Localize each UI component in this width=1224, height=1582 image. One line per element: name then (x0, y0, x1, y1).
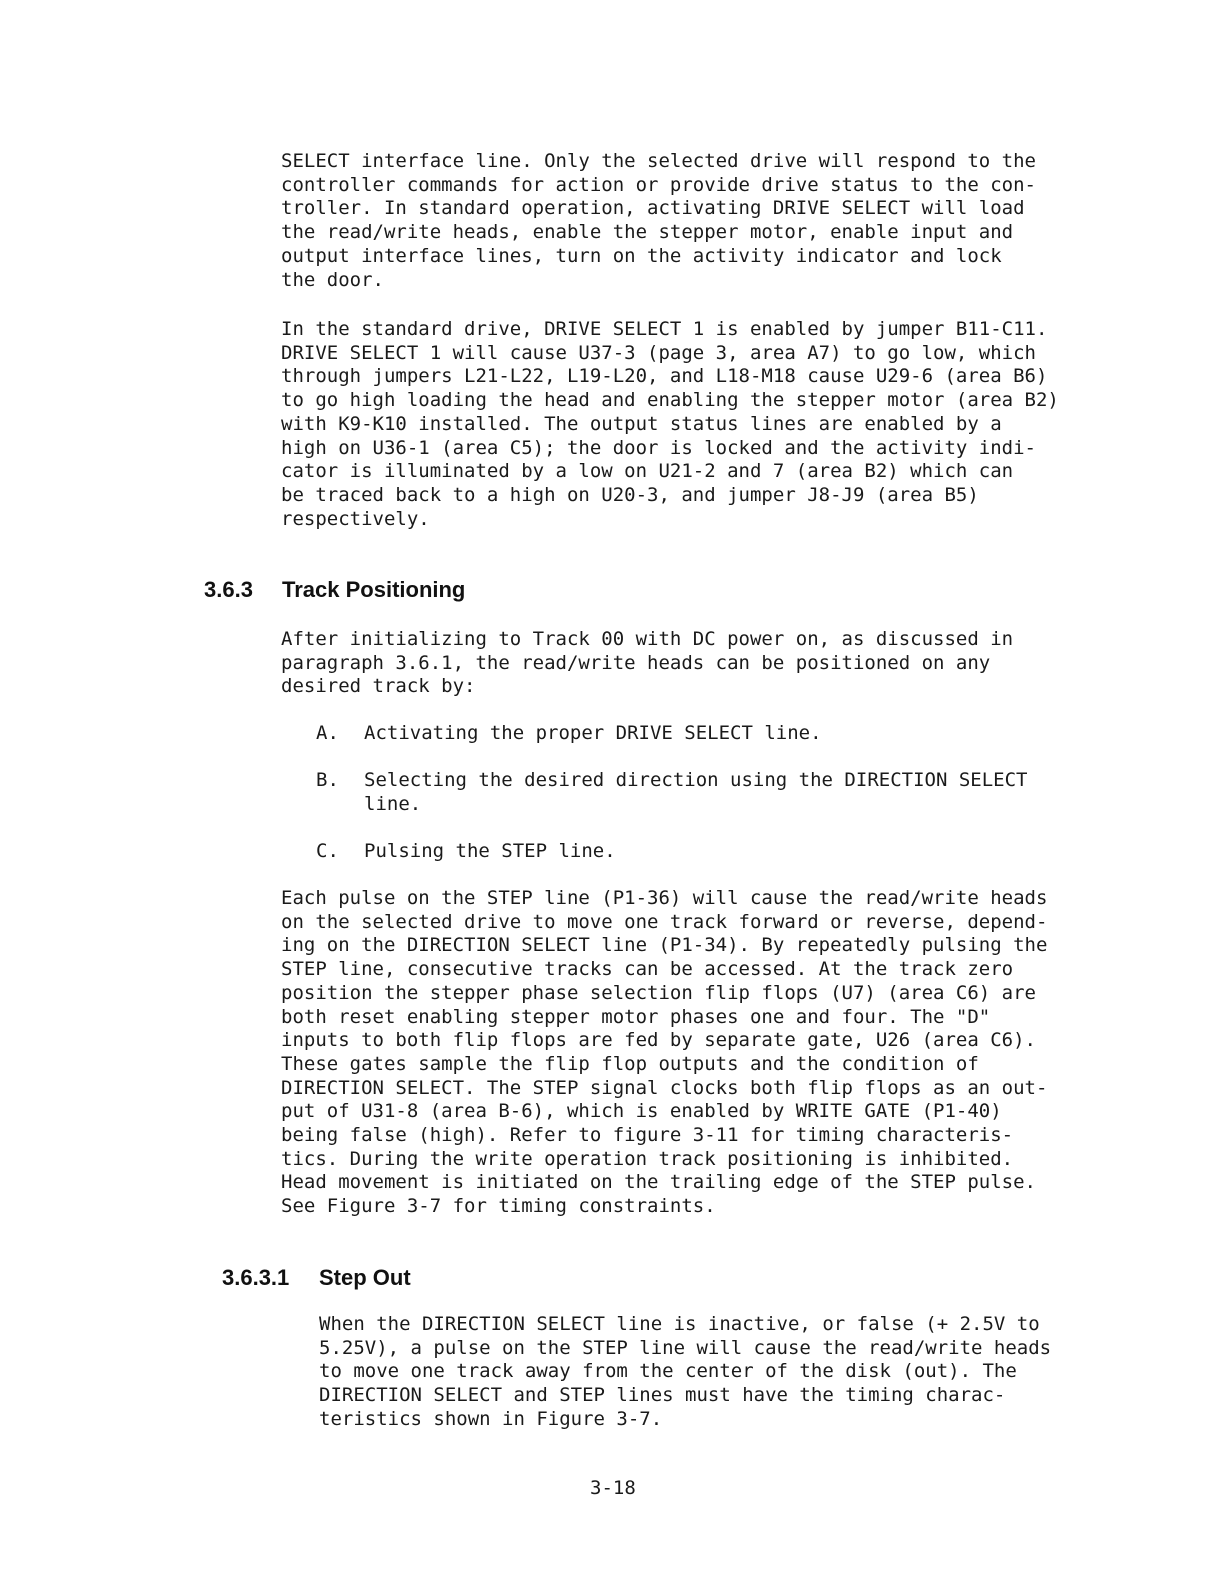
text-line: Activating the proper DRIVE SELECT line. (364, 722, 822, 744)
section-number: 3.6.3.1 (222, 1265, 290, 1290)
text-line: high on U36-1 (area C5); the door is locked and the activity indi- (281, 436, 1036, 459)
text-line: After initializing to Track 00 with DC power on, as discussed in (281, 628, 1014, 650)
text-line: with K9-K10 installed. The output status lines are enabled by a (281, 412, 1002, 435)
text-line: controller commands for action or provide drive status to the con- (281, 173, 1036, 196)
list-item-text (364, 840, 1084, 864)
list-marker: A. (316, 722, 339, 744)
text-line: put of U31-8 (area B-6), which is enabled by WRITE GATE (P1-40) (281, 1100, 1002, 1123)
text-line: both reset enabling stepper motor phases one and four. The "D" (281, 1005, 991, 1028)
text-line: cator is illuminated by a low on U21-2 and 7 (area B2) which can (281, 460, 1014, 483)
text-line: the door. (281, 268, 384, 291)
text-line: In the standard drive, DRIVE SELECT 1 is enabled by jumper B11-C11. (281, 318, 1048, 340)
list-item-b (316, 769, 1084, 817)
text-line: desired track by: (281, 675, 476, 698)
text-line: When the DIRECTION SELECT line is inactive, or false (+ 2.5V to (319, 1313, 1040, 1335)
paragraph-step-pulse (281, 887, 1084, 1219)
text-line: DIRECTION SELECT. The STEP signal clocks both flip flops as an out- (281, 1076, 1048, 1099)
text-line: to move one track away from the center of the disk (out). The (319, 1360, 1017, 1383)
text-line: Head movement is initiated on the trailing edge of the STEP pulse. (281, 1171, 1036, 1194)
section-heading-track-positioning (204, 577, 604, 603)
text-line: See Figure 3-7 for timing constraints. (281, 1195, 716, 1218)
text-line: position the stepper phase selection flip flops (U7) (area C6) are (281, 981, 1036, 1004)
section-title: Track Positioning (282, 577, 466, 602)
paragraph-initializing (281, 628, 1084, 699)
text-line: DRIVE SELECT 1 will cause U37-3 (page 3, area A7) to go low, which (281, 341, 1036, 364)
text-line: 5.25V), a pulse on the STEP line will cause the read/write heads (319, 1336, 1052, 1359)
text-line: inputs to both flip flops are fed by separate gate, U26 (area C6). (281, 1029, 1036, 1052)
text-line: teristics shown in Figure 3-7. (319, 1407, 663, 1430)
text-line: DIRECTION SELECT and STEP lines must have the timing charac- (319, 1384, 1006, 1407)
text-line: SELECT interface line. Only the selected drive will respond to the (281, 150, 1036, 172)
text-line: STEP line, consecutive tracks can be accessed. At the track zero (281, 958, 1014, 981)
list-item-text (364, 769, 1084, 816)
text-line: being false (high). Refer to figure 3-11 for timing characteris- (281, 1124, 1014, 1147)
text-line: be traced back to a high on U20-3, and jumper J8-J9 (area B5) (281, 483, 979, 506)
paragraph-standard-drive (281, 318, 1084, 531)
list-item-c (316, 840, 1084, 864)
text-line: tics. During the write operation track positioning is inhibited. (281, 1147, 1014, 1170)
paragraph-drive-select-intro (281, 150, 1084, 292)
paragraph-step-out (319, 1313, 1086, 1432)
text-line: Each pulse on the STEP line (P1-36) will cause the read/write heads (281, 887, 1048, 909)
text-line: on the selected drive to move one track forward or reverse, depend- (281, 910, 1048, 933)
text-line: paragraph 3.6.1, the read/write heads can be positioned on any (281, 651, 991, 674)
text-line: Pulsing the STEP line. (364, 840, 616, 862)
text-line: to go high loading the head and enabling the stepper motor (area B2) (281, 389, 1059, 412)
text-line: the read/write heads, enable the stepper motor, enable input and (281, 221, 1014, 244)
list-marker: C. (316, 840, 339, 862)
text-line: respectively. (281, 507, 430, 530)
list-marker: B. (316, 769, 339, 791)
section-title: Step Out (319, 1265, 411, 1290)
list-item-a (316, 722, 1084, 746)
text-line: These gates sample the flip flop outputs and the condition of (281, 1052, 979, 1075)
text-line: output interface lines, turn on the activity indicator and lock (281, 244, 1002, 267)
text-line: line. (364, 792, 422, 815)
text-line: ing on the DIRECTION SELECT line (P1-34). By repeatedly pulsing the (281, 934, 1048, 957)
text-line: troller. In standard operation, activating DRIVE SELECT will load (281, 197, 1025, 220)
text-line: Selecting the desired direction using the DIRECTION SELECT (364, 769, 1028, 791)
page-number: 3-18 (590, 1477, 636, 1499)
list-item-text (364, 722, 1084, 746)
section-number: 3.6.3 (204, 577, 253, 602)
text-line: through jumpers L21-L22, L19-L20, and L18-M18 cause U29-6 (area B6) (281, 365, 1048, 388)
section-heading-step-out (222, 1265, 622, 1291)
